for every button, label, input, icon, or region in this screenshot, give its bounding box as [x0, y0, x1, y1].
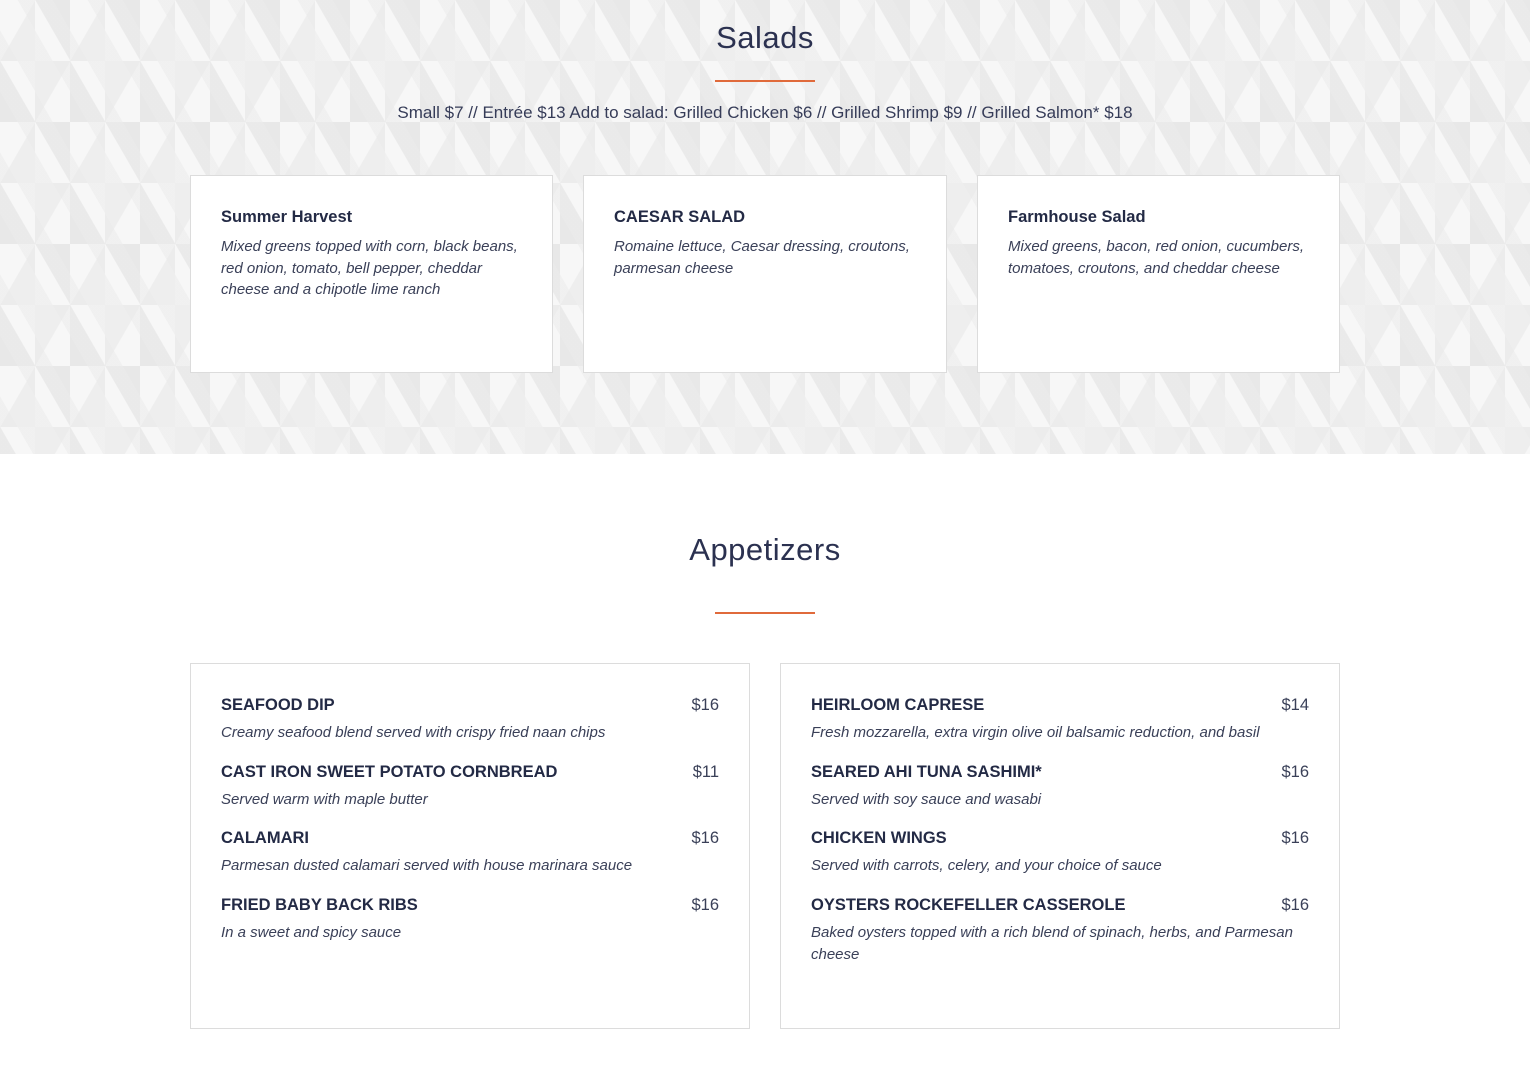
- menu-item-description: Served with soy sauce and wasabi: [811, 790, 1042, 808]
- salad-name: CAESAR SALAD: [614, 208, 746, 226]
- menu-item-name: FRIED BABY BACK RIBS: [221, 896, 418, 915]
- menu-item-description: Creamy seafood blend served with crispy fried naan chips: [221, 724, 606, 741]
- menu-item-price: $16: [1281, 762, 1309, 781]
- menu-item-description: In a sweet and spicy sauce: [221, 924, 402, 942]
- menu-item-name: CALAMARI: [221, 829, 309, 848]
- menu-item: [221, 694, 719, 744]
- menu-item-description: Served with carrots, celery, and your choice of sauce: [811, 857, 1162, 875]
- menu-item-price: $16: [1281, 829, 1309, 848]
- menu-item-price: $16: [1281, 896, 1309, 915]
- salad-name: Farmhouse Salad: [1008, 208, 1146, 226]
- menu-item: [221, 827, 719, 877]
- menu-item-description: Parmesan dusted calamari served with house marinara sauce: [221, 857, 633, 875]
- appetizers-title-underline: [715, 612, 815, 614]
- menu-item-name: SEAFOOD DIP: [221, 696, 335, 714]
- salads-title: Salads: [716, 20, 814, 55]
- menu-item-name: SEARED AHI TUNA SASHIMI*: [811, 762, 1042, 781]
- menu-item-price: $11: [692, 762, 719, 781]
- menu-item-name: OYSTERS ROCKEFELLER CASSEROLE: [811, 896, 1126, 915]
- menu-item: [811, 761, 1309, 811]
- salad-card-caesar: [583, 175, 947, 373]
- menu-item: [811, 827, 1309, 877]
- menu-item-price: $14: [1281, 696, 1309, 714]
- menu-item-description: Baked oysters topped with a rich blend of spinach, herbs, and Parmesan cheese: [811, 924, 1293, 963]
- salad-description: Mixed greens topped with corn, black beans, red onion, tomato, bell pepper, cheddar cheese and a chipotle lime ranch: [221, 238, 518, 299]
- menu-item-description: Served warm with maple butter: [221, 790, 428, 808]
- menu-item-name: CHICKEN WINGS: [811, 829, 947, 848]
- appetizers-title: Appetizers: [689, 532, 841, 567]
- menu-item-name: CAST IRON SWEET POTATO CORNBREAD: [221, 762, 558, 781]
- menu-item-price: $16: [691, 829, 719, 848]
- salads-pricing-note: Small $7 // Entrée $13 Add to salad: Grilled Chicken $6 // Grilled Shrimp $9 // Grilled Salmon* $18: [397, 103, 1133, 122]
- menu-item-name: HEIRLOOM CAPRESE: [811, 696, 985, 714]
- menu-item: [811, 694, 1309, 744]
- menu-item-description: Fresh mozzarella, extra virgin olive oil balsamic reduction, and basil: [811, 724, 1260, 741]
- salad-description: Romaine lettuce, Caesar dressing, croutons, parmesan cheese: [614, 238, 910, 277]
- menu-item: [811, 894, 1309, 965]
- menu-item-price: $16: [691, 896, 719, 915]
- appetizers-card-left: [190, 663, 750, 1029]
- salad-name: Summer Harvest: [221, 208, 353, 226]
- menu-item-price: $16: [691, 696, 719, 714]
- salads-title-underline: [715, 80, 815, 82]
- salads-section: [0, 0, 1530, 454]
- salad-description: Mixed greens, bacon, red onion, cucumbers, tomatoes, croutons, and cheddar cheese: [1008, 238, 1304, 277]
- salad-card-farmhouse: [977, 175, 1340, 373]
- menu-item: [221, 761, 719, 811]
- appetizers-card-right: [780, 663, 1340, 1029]
- menu-item: [221, 894, 719, 944]
- salad-card-summer-harvest: [190, 175, 553, 373]
